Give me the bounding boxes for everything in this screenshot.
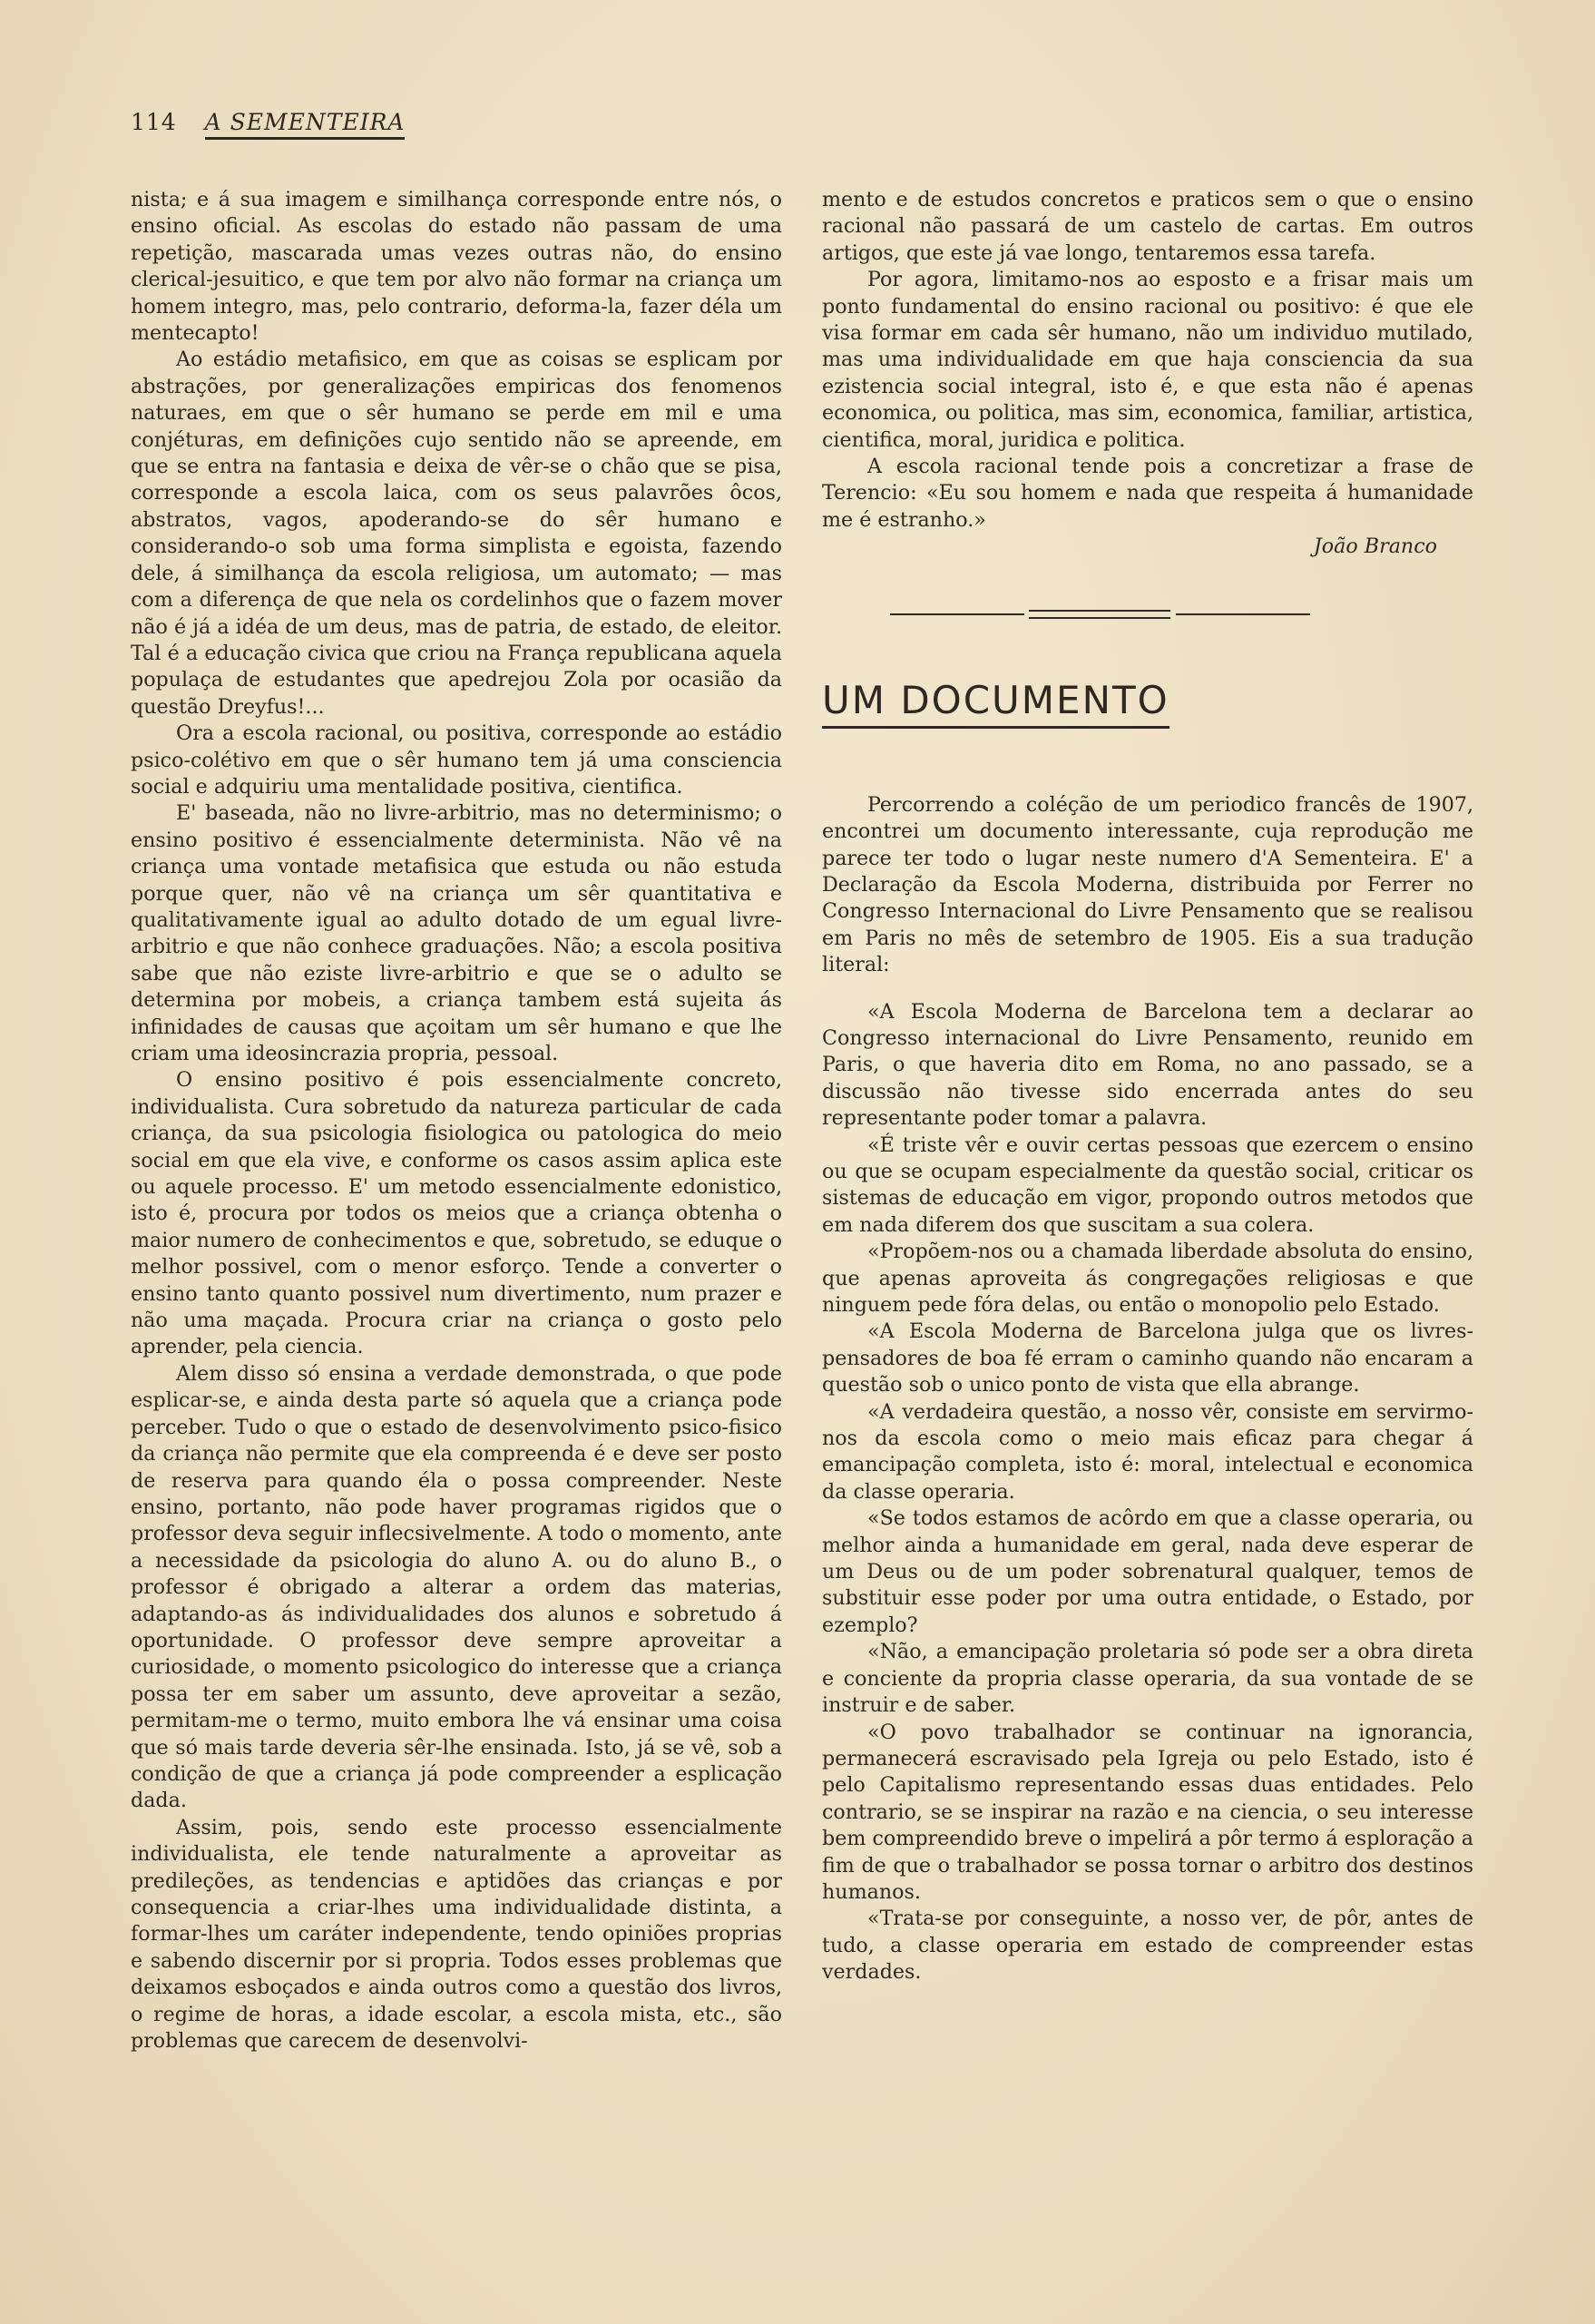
paragraph: nista; e á sua imagem e similhança corresponde entre nós, o ensino oficial. As escolas do estado não passam de uma repetição, mascarada umas vezes outras não, do ensino clerical-jesuitico, e que tem por alvo não formar na criança um homem integro, mas, pelo contrario, deforma-la, fazer déla um mentecapto!	[131, 188, 782, 346]
paragraph: Ora a escola racional, ou positiva, corresponde ao estádio psico-colétivo em que o sêr humano tem já uma consciencia social e adquiriu uma mentalidade positiva, cientifica.	[131, 721, 782, 799]
page-number: 114	[131, 109, 177, 135]
paragraph: Alem disso só ensina a verdade demonstrada, o que pode esplicar-se, e ainda desta parte só aquela que a criança pode perceber. Tudo o que o estado de desenvolvimento psico-fisico da criança não permite que ela compreenda é e deve ser posto de reserva para quando éla o possa compreender. Neste ensino, portanto, não pode haver programas rigidos que o professor deva seguir inflecsivelmente. A todo o momento, ante a necessidade da psicologia do aluno A. ou do aluno B., o professor é obrigado a alterar a ordem das materias, adaptando-as ás individualidades dos alunos e sobretudo á oportunidade. O professor deve sempre aproveitar a curiosidade, o momento psicologico do interesse que a criança possa ter em saber um assunto, deve aproveitar a sezão, permitam-me o termo, muito embora lhe vá ensinar uma coisa que só mais tarde deveria sêr-lhe ensinada. Isto, já se vê, sob a condição de que a criança já pode compreender a esplicação dada.	[131, 1361, 782, 1813]
paragraph: «Se todos estamos de acôrdo em que a classe operaria, ou melhor ainda a humanidade em geral, nada deve esperar de um Deus ou de um poder sobrenatural qualquer, temos de substituir esse poder por uma outra entidade, o Estado, por ezemplo?	[822, 1506, 1473, 1637]
paragraph: «Trata-se por conseguinte, a nosso ver, de pôr, antes de tudo, a classe operaria em estado de compreender estas verdades.	[822, 1907, 1473, 1985]
paragraph: Por agora, limitamo-nos ao esposto e a frisar mais um ponto fundamental do ensino racional ou positivo: é que ele visa formar em cada sêr humano, não um individuo mutilado, mas uma individualidade em que haja consciencia da sua ezistencia social integral, isto é, e que esta não é apenas economica, ou politica, mas sim, economica, familiar, artistica, cientifica, moral, juridica e politica.	[822, 268, 1473, 452]
paragraph: «É triste vêr e ouvir certas pessoas que ezercem o ensino ou que se ocupam especialmente da questão social, criticar os sistemas de educação em vigor, propondo outros metodos que em nada diferem dos que suscitam a sua colera.	[822, 1133, 1473, 1237]
publication-title: A SEMENTEIRA	[205, 109, 406, 140]
paragraph: O ensino positivo é pois essencialmente concreto, individualista. Cura sobretudo da natureza particular de cada criança, da sua psicologia fisiologica ou patologica do meio social em que ela vive, e conforme os casos assim aplica este ou aquele processo. E' um metodo essencialmente edonistico, isto é, procura por todos os meios que a criança obtenha o maior numero de conhecimentos e que, sobretudo, se eduque o melhor possivel, com o menor esforço. Tende a converter o ensino tanto quanto possivel num divertimento, num prazer e não uma maçada. Procura criar na criança o gosto pelo aprender, pela ciencia.	[131, 1068, 782, 1359]
paragraph: «A verdadeira questão, a nosso vêr, consiste em servirmo-nos da escola como o meio mais eficaz para chegar á emancipação completa, isto é: moral, intelectual e economica da classe operaria.	[822, 1399, 1473, 1504]
paragraph: «A Escola Moderna de Barcelona julga que os livres-pensadores de boa fé erram o caminho quando não encaram a questão sob o unico ponto de vista que ella abrange.	[822, 1319, 1473, 1397]
section-title: UM DOCUMENTO	[822, 677, 1169, 729]
section-divider	[822, 597, 1473, 633]
author-signature: João Branco	[1313, 534, 1437, 559]
paragraph: Assim, pois, sendo este processo essencialmente individualista, ele tende naturalmente a aproveitar as predileções, as tendencias e aptidões das crianças e por consequencia a criar-lhes uma individualidade distinta, a formar-lhes um caráter independente, tendo opiniões proprias e sabendo discernir por si propria. Todos esses problemas que deixamos esboçados e ainda outros como a questão dos livros, o regime de horas, a idade escolar, a escola mista, etc., são problemas que carecem de desenvolvi-	[131, 1815, 782, 2054]
paragraph: A escola racional tende pois a concretizar a frase de Terencio: «Eu sou homem e nada que respeita á humanidade me é estranho.»	[822, 455, 1473, 532]
paragraph: E' baseada, não no livre-arbitrio, mas no determinismo; o ensino positivo é essencialmente determinista. Não vê na criança uma vontade metafisica que estuda ou não estuda porque quer, não vê na criança um sêr quantitativa e qualitativamente igual ao adulto dotado de um egual livre-arbitrio e que não conhece graduações. Não; a escola positiva sabe que não eziste livre-arbitrio e que se o adulto se determina por mobeis, a criança tambem está sujeita ás infinidades de causas que açoitam um sêr humano e que lhe criam uma ideosincrazia propria, pessoal.	[131, 801, 782, 1065]
right-column	[822, 187, 1473, 1986]
paragraph: «Propõem-nos ou a chamada liberdade absoluta do ensino, que apenas aproveita ás congregações religiosas e que ninguem pede fóra delas, ou então o monopolio pelo Estado.	[822, 1240, 1473, 1317]
article-conclusion	[822, 187, 1473, 534]
left-column	[131, 187, 782, 2054]
paragraph: «Não, a emancipação proletaria só pode ser a obra direta e conciente da propria classe operaria, da sua vontade de se instruir e de saber.	[822, 1640, 1473, 1718]
paragraph: Percorrendo a coléção de um periodico francês de 1907, encontrei um documento interessante, cuja reprodução me parece ter todo o lugar neste numero d'A Sementeira. E' a Declaração da Escola Moderna, distribuida por Ferrer no Congresso Internacional do Livre Pensamento que se realisou em Paris no mês de setembro de 1905. Eis a sua tradução literal:	[822, 792, 1473, 977]
paragraph: «O povo trabalhador se continuar na ignorancia, permanecerá escravisado pela Igreja ou pelo Estado, isto é pelo Capitalismo representando essas duas entidades. Pelo contrario, se se inspirar na razão e na ciencia, o seu interesse bem compreendido breve o impelirá a pôr termo á esploração a fim de que o trabalhador se possa tornar o arbitro dos destinos humanos.	[822, 1720, 1473, 1904]
paragraph: mento e de estudos concretos e praticos sem o que o ensino racional não passará de um castelo de cartas. Em outros artigos, que este já vae longo, tentaremos essa tarefa.	[822, 188, 1473, 265]
document-article	[822, 792, 1473, 1986]
page-header	[131, 109, 405, 135]
paragraph: «A Escola Moderna de Barcelona tem a declarar ao Congresso internacional do Livre Pensamento, reunido em Paris, o que haveria dito em Roma, no ano passado, se a discussão não tivesse sido encerrada antes do seu representante poder tomar a palavra.	[822, 999, 1473, 1131]
paragraph: Ao estádio metafisico, em que as coisas se esplicam por abstrações, por generalizações empiricas dos fenomenos naturaes, em que o sêr humano se perde em mil e uma conjéturas, em definições cujo sentido não se apreende, em que se entra na fantasia e deixa de vêr-se o chão que se pisa, corresponde a escola laica, com os seus palavrões ôcos, abstratos, vagos, apoderando-se do sêr humano e considerando-o sob uma forma simplista e egoista, fazendo dele, á similhança da escola religiosa, um automato; — mas com a diferença de que nela os cordelinhos que o fazem mover não é já a idéa de um deus, mas de patria, de estado, de eleitor. Tal é a educação civica que criou na França republicana aquela populaça de estudantes que apedrejou Zola por ocasião da questão Dreyfus!...	[131, 348, 782, 719]
